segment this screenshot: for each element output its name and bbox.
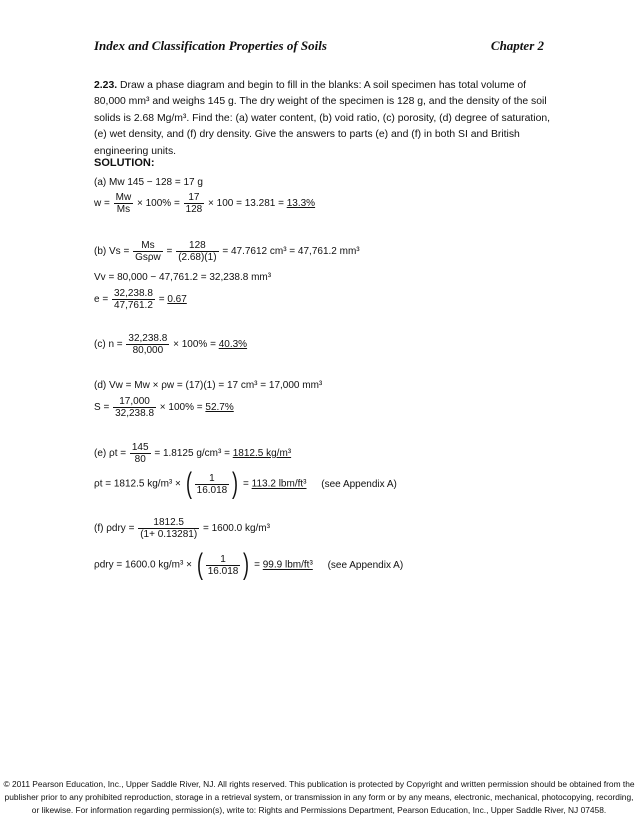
s-lhs: S =: [94, 402, 110, 414]
appendix-note: (see Appendix A): [327, 559, 404, 571]
part-d-vw: (d) Vw = Mw × ρw = (17)(1) = 17 cm³ = 17,000 mm³: [94, 380, 323, 391]
term: =: [158, 294, 165, 306]
term: =: [254, 559, 260, 571]
part-b-vs: (b) Vs = $\frac{Ms}{\text{Gsρw}}$ = $\frac{128}{(2.68)(1)}$ = 47.7612 cm³ = 47,761.2 mm³: [94, 240, 360, 263]
open-paren: (: [196, 548, 203, 581]
part-a-line1: (a) Mw 145 − 128 = 17 g: [94, 177, 203, 188]
open-paren: (: [185, 467, 192, 500]
term: = 1.8125 g/cm³ =: [154, 448, 230, 460]
part-d-saturation: [94, 396, 234, 419]
copyright-footer: © 2011 Pearson Education, Inc., Upper Saddle River, NJ. All rights reserved. This publication is protected by Copyright and written permission should be obtained from the publisher prior to any prohibited reproduction, storage in a retrieval system, or transmission in any form or by any means, electronic, mechanical, photocopying, recording, or likewise. For information regarding permission(s), write to: Rights and Permissions Department, Pearson Education, Inc., Upper Saddle River, NJ 07458.: [3, 779, 635, 815]
answer-c: 40.3%: [218, 339, 248, 351]
problem-statement: [94, 78, 554, 160]
fraction: $\frac{Ms}{\text{Gsρw}}$: [135, 240, 161, 263]
part-e-wet-density: [94, 442, 291, 465]
term: × 100% =: [136, 198, 180, 210]
answer-e-british: 113.2 lbm/ft³: [251, 478, 307, 490]
part-b-void-ratio: [94, 288, 187, 311]
fraction: $\frac{145}{80}$: [131, 442, 149, 465]
part-a-water-content: [94, 192, 315, 215]
fraction: $\frac{1}{16.018}$: [196, 472, 228, 496]
fraction: $\frac{32,238.8}{47,761.2}$: [113, 288, 153, 311]
term: × 100% =: [159, 402, 203, 414]
part-b-vv: Vv = 80,000 − 47,761.2 = 32,238.8 mm³: [94, 272, 272, 283]
fraction: $\frac{Mw}{Ms}$: [115, 192, 132, 215]
close-paren: ): [232, 467, 239, 500]
answer-b: 0.67: [167, 294, 187, 306]
fraction: $\frac{1}{16.018}$: [207, 553, 239, 577]
close-paren: ): [243, 548, 250, 581]
w-lhs: w =: [94, 198, 110, 210]
fraction: $\frac{32,238.8}{80,000}$: [128, 333, 168, 356]
rho-t-lhs: (e) ρt =: [94, 448, 127, 460]
part-e-conversion: [94, 469, 397, 499]
vs-lhs: (b) Vs =: [94, 246, 130, 258]
fraction: $\frac{17}{128}$: [185, 192, 203, 215]
part-f-conversion: [94, 550, 403, 580]
term: ρt = 1812.5 kg/m³ ×: [94, 478, 181, 490]
term: ρdry = 1600.0 kg/m³ ×: [94, 559, 192, 571]
term: × 100 = 13.281 =: [208, 198, 284, 210]
problem-text: Draw a phase diagram and begin to fill in the blanks: A soil specimen has total volume of 80,000 mm³ and weighs 145 g. The dry weight of the specimen is 128 g, and the density of the soil solids is 2.68 Mg/m³. Find the: (a) water content, (b) void ratio, (c) porosity, (d) degree of saturation, (e) wet density, and (f) dry density. Give the answers to parts (e) and (f) in both SI and British engineering units.: [94, 80, 551, 157]
problem-number: 2.23.: [94, 80, 118, 91]
chapter-label: Chapter 2: [490, 38, 544, 53]
page-header: [94, 38, 544, 54]
fraction: $\frac{17,000}{32,238.8}$: [115, 396, 155, 419]
appendix-note: (see Appendix A): [321, 478, 397, 490]
term: = 1600.0 kg/m³: [202, 523, 270, 535]
answer-f-british: 99.9 lbm/ft³: [262, 559, 313, 571]
solution-label: SOLUTION:: [94, 157, 155, 169]
fraction: $\frac{1812.5}{(1+ 0.13281)}$: [140, 517, 198, 540]
fraction: $\frac{128}{(2.68)(1)}$: [178, 240, 217, 263]
answer-e-si: 1812.5 kg/m³: [232, 448, 292, 460]
term: × 100% =: [173, 339, 216, 351]
header-title: Index and Classification Properties of Soils: [94, 38, 327, 53]
n-lhs: (c) n =: [94, 339, 123, 351]
e-lhs: e =: [94, 294, 109, 306]
rho-dry-lhs: (f) ρdry =: [94, 523, 135, 535]
answer-a: 13.3%: [286, 198, 316, 210]
term: =: [243, 478, 249, 490]
term: = 47.7612 cm³ = 47,761.2 mm³: [222, 246, 360, 258]
part-f-dry-density: [94, 517, 270, 540]
part-c-porosity: [94, 333, 247, 356]
answer-d: 52.7%: [205, 402, 234, 414]
